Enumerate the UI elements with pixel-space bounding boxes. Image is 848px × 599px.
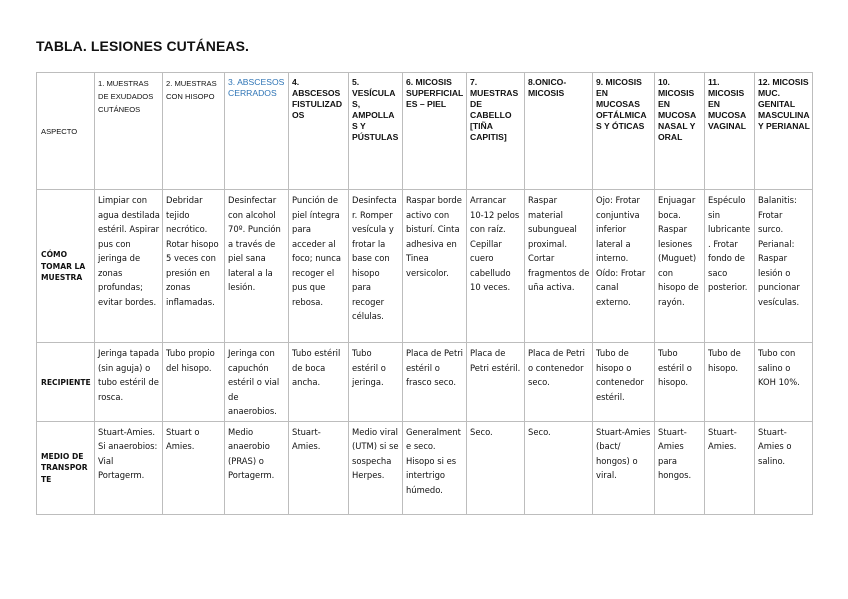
- table-cell: Raspar borde activo con bisturí. Cinta adhesiva en Tinea versicolor.: [403, 190, 467, 343]
- table-row: [37, 421, 813, 514]
- table-cell: Placa de Petri o contenedor seco.: [525, 343, 593, 422]
- table-cell: Jeringa tapada (sin aguja) o tubo estéril de rosca.: [95, 343, 163, 422]
- table-cell: Seco.: [467, 421, 525, 514]
- table-row: [37, 190, 813, 343]
- table-cell: Tubo de hisopo.: [705, 343, 755, 422]
- header-col-10: 10. MICOSIS EN MUCOSA NASAL Y ORAL: [655, 73, 705, 190]
- table-cell: Enjuagar boca. Raspar lesiones (Muguet) con hisopo de rayón.: [655, 190, 705, 343]
- table-cell: Stuart-Amies.: [289, 421, 349, 514]
- header-col-6: 6. MICOSIS SUPERFICIALES – PIEL: [403, 73, 467, 190]
- table-cell: Arrancar 10-12 pelos con raíz. Cepillar cuero cabelludo 10 veces.: [467, 190, 525, 343]
- table-cell: Medio viral (UTM) si se sospecha Herpes.: [349, 421, 403, 514]
- table-cell: Debridar tejido necrótico. Rotar hisopo 5 veces con presión en zonas inflamadas.: [163, 190, 225, 343]
- table-cell: Ojo: Frotar conjuntiva inferior lateral a interno. Oído: Frotar canal externo.: [593, 190, 655, 343]
- header-row: [37, 73, 813, 190]
- table-cell: Tubo propio del hisopo.: [163, 343, 225, 422]
- header-col-2: 2. MUESTRAS CON HISOPO: [163, 73, 225, 190]
- table-cell: Limpiar con agua destilada estéril. Aspirar pus con jeringa de zonas profundas; evitar bordes.: [95, 190, 163, 343]
- row-label: MEDIO DE TRANSPORTE: [37, 421, 95, 514]
- table-cell: Medio anaerobio (PRAS) o Portagerm.: [225, 421, 289, 514]
- header-col-5: 5. VESÍCULAS, AMPOLLAS Y PÚSTULAS: [349, 73, 403, 190]
- header-col-12: 12. MICOSIS MUC. GENITAL MASCULINA Y PERIANAL: [755, 73, 813, 190]
- header-col-7: 7. MUESTRAS DE CABELLO [TIÑA CAPITIS]: [467, 73, 525, 190]
- table-cell: Placa de Petri estéril.: [467, 343, 525, 422]
- table-cell: Placa de Petri estéril o frasco seco.: [403, 343, 467, 422]
- table-cell: Raspar material subungueal proximal. Cortar fragmentos de uña activa.: [525, 190, 593, 343]
- table-cell: Stuart o Amies.: [163, 421, 225, 514]
- header-col-11: 11. MICOSIS EN MUCOSA VAGINAL: [705, 73, 755, 190]
- table-cell: Seco.: [525, 421, 593, 514]
- table-cell: Espéculo sin lubricante. Frotar fondo de saco posterior.: [705, 190, 755, 343]
- table-cell: Generalmente seco. Hisopo si es intertrigo húmedo.: [403, 421, 467, 514]
- table-cell: Stuart-Amies. Si anaerobios: Vial Portagerm.: [95, 421, 163, 514]
- table-cell: Desinfectar. Romper vesícula y frotar la base con hisopo para recoger células.: [349, 190, 403, 343]
- header-col-4: 4. ABSCESOS FISTULIZADOS: [289, 73, 349, 190]
- header-col-3: 3. ABSCESOS CERRADOS: [225, 73, 289, 190]
- table-cell: Stuart-Amies.: [705, 421, 755, 514]
- table-cell: Tubo con salino o KOH 10%.: [755, 343, 813, 422]
- table-cell: Stuart-Amies (bact/ hongos) o viral.: [593, 421, 655, 514]
- row-label: CÓMO TOMAR LA MUESTRA: [37, 190, 95, 343]
- table-cell: Desinfectar con alcohol 70º. Punción a través de piel sana lateral a la lesión.: [225, 190, 289, 343]
- page-title: TABLA. LESIONES CUTÁNEAS.: [36, 38, 250, 54]
- table-cell: Stuart-Amies para hongos.: [655, 421, 705, 514]
- table-cell: Balanitis: Frotar surco. Perianal: Raspar lesión o puncionar vesículas.: [755, 190, 813, 343]
- table-cell: Jeringa con capuchón estéril o vial de anaerobios.: [225, 343, 289, 422]
- table-cell: Tubo estéril o jeringa.: [349, 343, 403, 422]
- row-label: RECIPIENTE: [37, 343, 95, 422]
- table-cell: Tubo estéril o hisopo.: [655, 343, 705, 422]
- table-cell: Tubo de hisopo o contenedor estéril.: [593, 343, 655, 422]
- lesiones-table: [36, 72, 813, 515]
- table-cell: Punción de piel íntegra para acceder al foco; nunca recoger el pus que rebosa.: [289, 190, 349, 343]
- table-cell: Stuart-Amies o salino.: [755, 421, 813, 514]
- header-col-9: 9. MICOSIS EN MUCOSAS OFTÁLMICAS Y ÓTICAS: [593, 73, 655, 190]
- table-row: [37, 343, 813, 422]
- table-cell: Tubo estéril de boca ancha.: [289, 343, 349, 422]
- header-col-1: 1. MUESTRAS DE EXUDADOS CUTÁNEOS: [95, 73, 163, 190]
- header-aspecto: ASPECTO: [37, 73, 95, 190]
- header-col-8: 8.ONICO-MICOSIS: [525, 73, 593, 190]
